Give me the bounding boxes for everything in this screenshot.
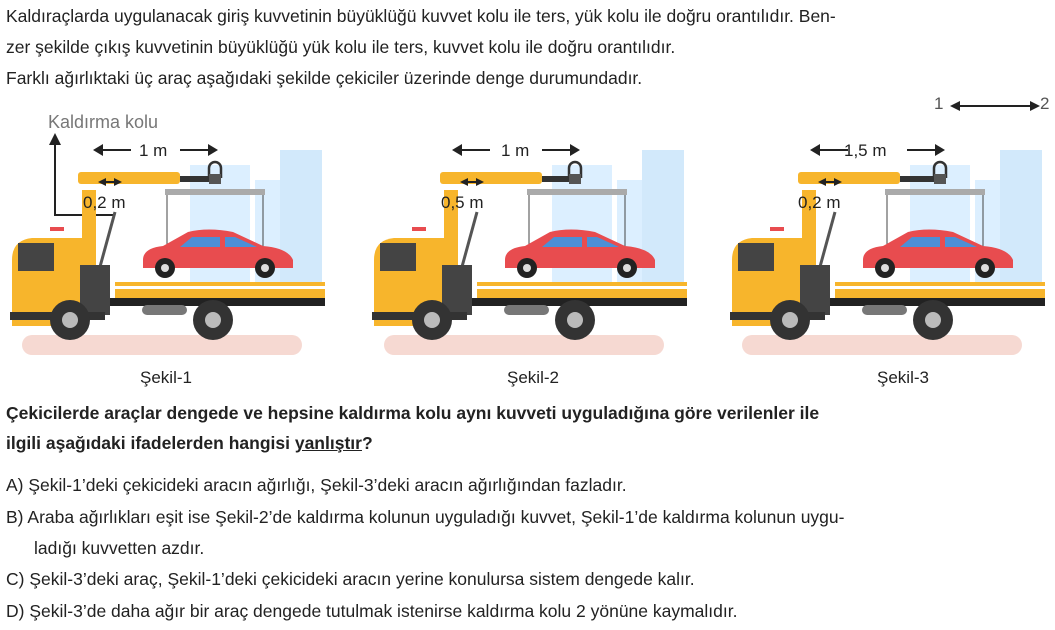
figure-3 <box>720 100 1055 395</box>
load-arm-label: 1 m <box>139 141 168 160</box>
crane-boom <box>440 172 542 184</box>
effort-arm-label: 0,2 m <box>798 193 841 212</box>
load-arm-label: 1,5 m <box>844 141 887 160</box>
crane-boom <box>798 172 900 184</box>
intro-line: zer şekilde çıkış kuvvetinin büyüklüğü yük kolu ile ters, kuvvet kolu ile doğru orantılıdır. <box>6 37 676 57</box>
effort-arm-label: 0,5 m <box>441 193 484 212</box>
tow-truck-illustration <box>0 100 335 395</box>
figure-2 <box>362 100 697 395</box>
question-text: ilgili aşağıdaki ifadelerden hangisi <box>6 433 295 453</box>
emphasis-word: yanlıştır <box>294 433 362 453</box>
question-mark: ? <box>361 433 373 453</box>
tow-truck-illustration <box>720 100 1055 395</box>
lever-label: Kaldırma kolu <box>48 112 159 132</box>
crane-boom <box>78 172 180 184</box>
direction-2-label: 2 <box>1040 94 1050 113</box>
intro-line: Kaldıraçlarda uygulanacak giriş kuvvetinin büyüklüğü kuvvet kolu ile ters, yük kolu ile doğru orantılıdır. Ben- <box>6 6 836 26</box>
question-line <box>6 433 373 454</box>
option-c[interactable]: C) Şekil-3’deki araç, Şekil-1’deki çekicideki aracın yerine konulursa sistem dengede kalır. <box>6 569 695 589</box>
option-b-continued: ladığı kuvvetten azdır. <box>34 538 205 558</box>
effort-arm-label: 0,2 m <box>83 193 126 212</box>
figure-1 <box>0 100 335 395</box>
spreader-beam <box>527 189 627 195</box>
figure-caption: Şekil-1 <box>140 368 192 387</box>
option-a[interactable]: A) Şekil-1’deki çekicideki aracın ağırlığı, Şekil-3’deki aracın ağırlığından fazladır. <box>6 475 627 495</box>
tow-truck-illustration <box>362 100 697 395</box>
spreader-beam <box>165 189 265 195</box>
figure-caption: Şekil-2 <box>507 368 559 387</box>
option-b[interactable]: B) Araba ağırlıkları eşit ise Şekil-2’de kaldırma kolunun uyguladığı kuvvet, Şekil-1’de kaldırma kolunun uygu- <box>6 507 845 527</box>
option-d[interactable]: D) Şekil-3’de daha ağır bir araç dengede tutulmak istenirse kaldırma kolu 2 yönüne kaymalıdır. <box>6 601 738 621</box>
load-arm-label: 1 m <box>501 141 530 160</box>
spreader-beam <box>885 189 985 195</box>
direction-1-label: 1 <box>934 94 944 113</box>
figure-caption: Şekil-3 <box>877 368 929 387</box>
intro-line: Farklı ağırlıktaki üç araç aşağıdaki şekilde çekiciler üzerinde denge durumundadır. <box>6 68 643 88</box>
question-line: Çekicilerde araçlar dengede ve hepsine kaldırma kolu aynı kuvveti uyguladığına göre verilenler ile <box>6 403 820 423</box>
